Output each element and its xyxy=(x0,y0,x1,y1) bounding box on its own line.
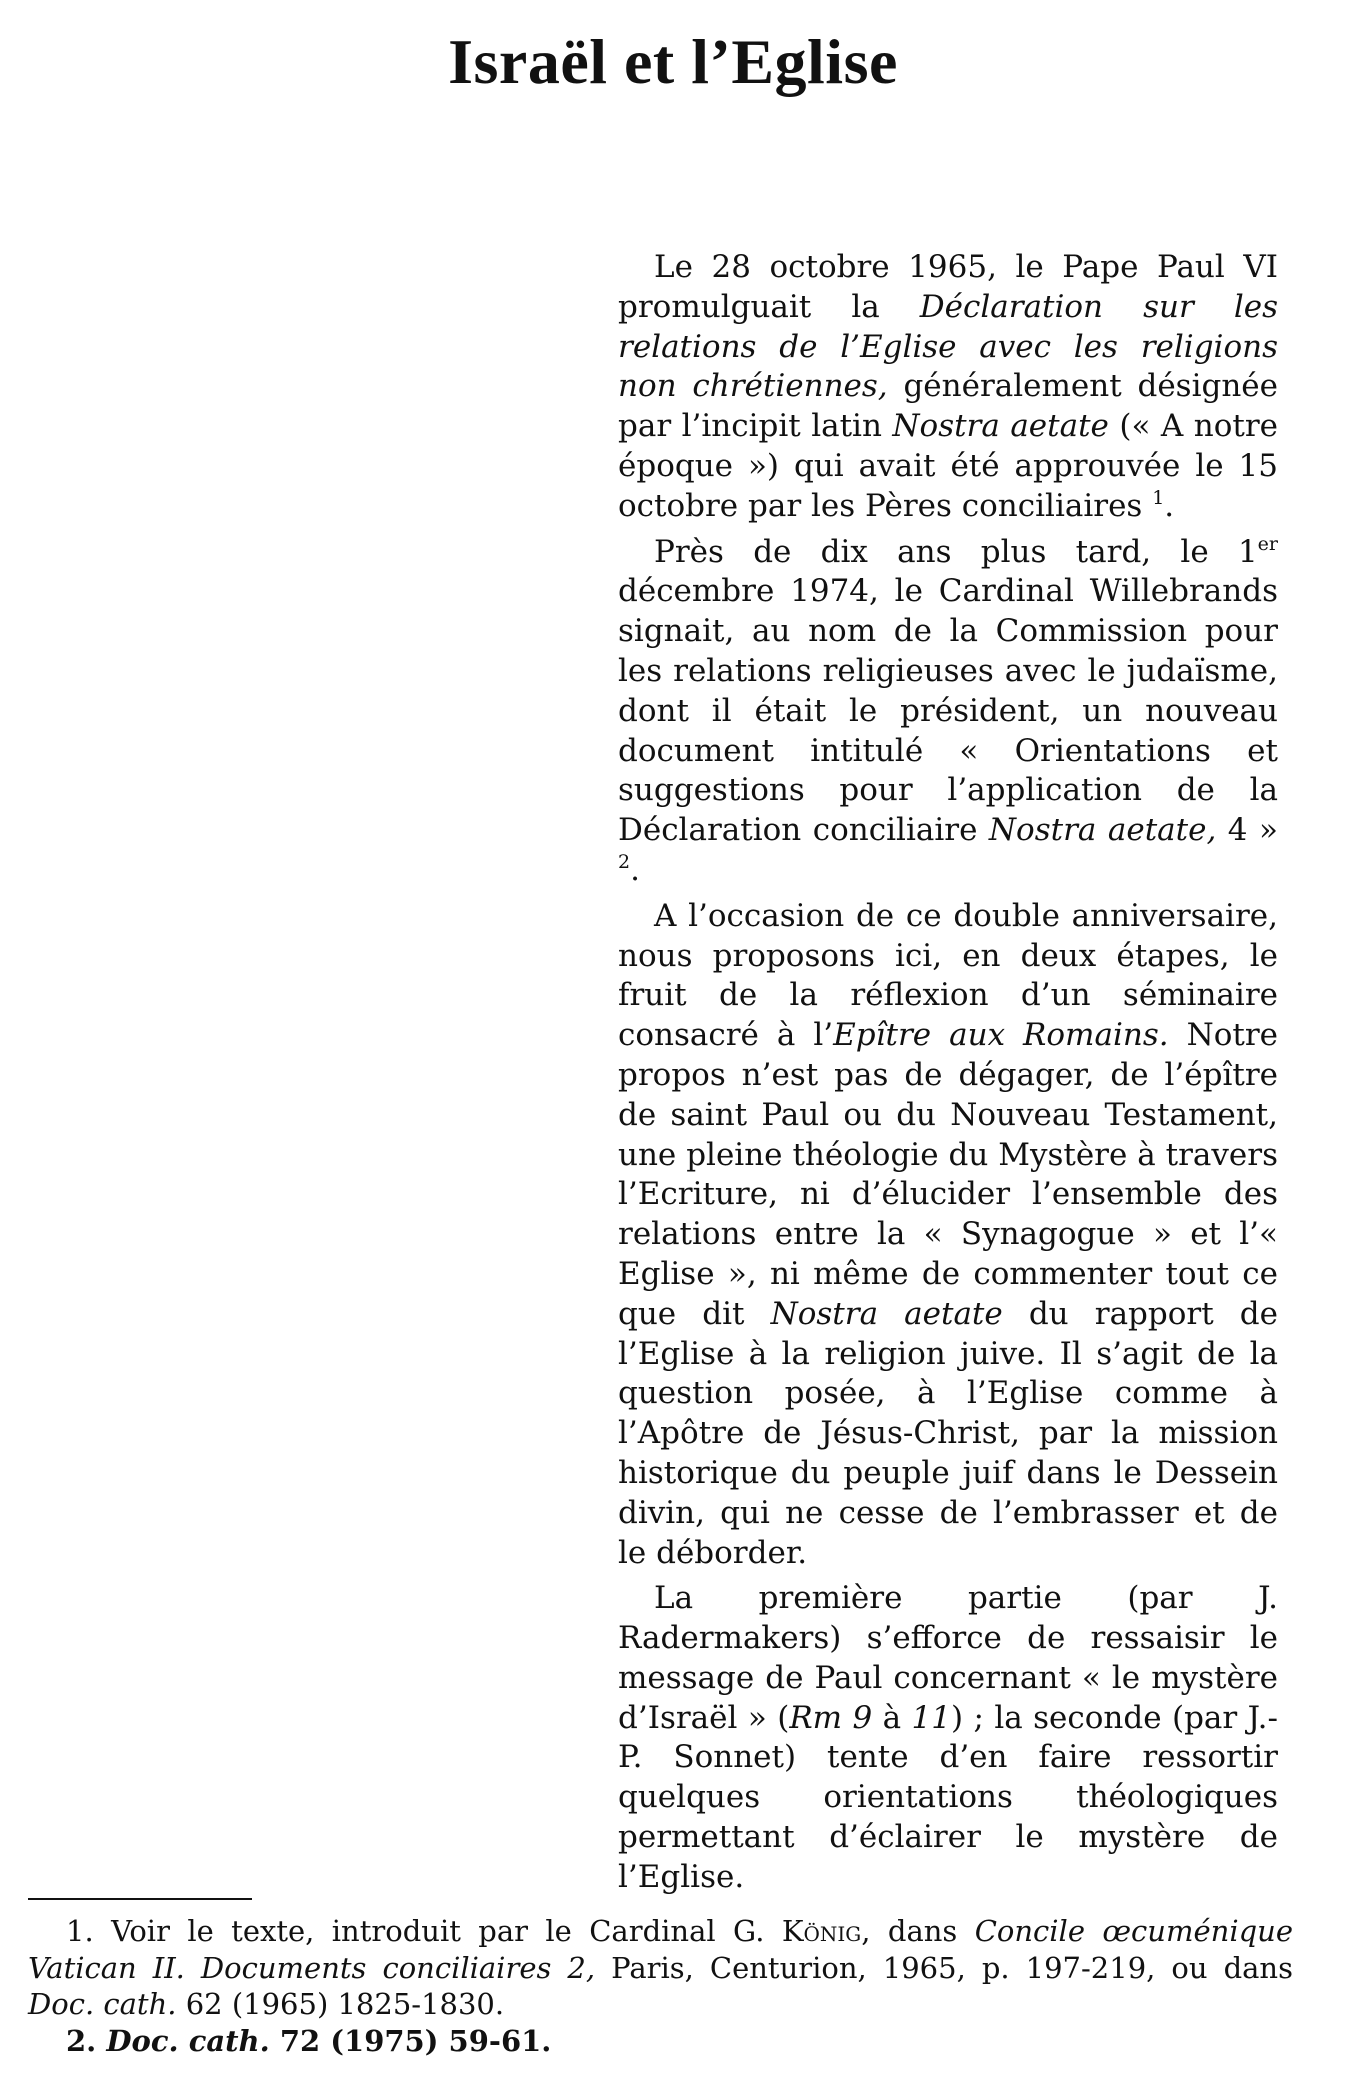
footnotes xyxy=(28,1913,1293,2059)
italic-incipit: Nostra aetate xyxy=(892,408,1109,445)
page-title: Israël et l’Eglise xyxy=(448,26,898,97)
italic-epistle: Epître aux Romains. xyxy=(833,1017,1169,1054)
footnote-divider xyxy=(28,1898,252,1900)
italic-source: Concile œcuménique Vatican II. Documents conciliaires 2, xyxy=(28,1914,1293,1985)
italic-source: Doc. cath. xyxy=(28,1987,177,2021)
italic-incipit: Nostra aetate, xyxy=(988,812,1217,849)
footnote-1: 1. Voir le texte, introduit par le Cardinal G. König, dans Concile œcuménique Vatican II. Documents conciliaires 2, Paris, Centurion, 1965, p. 197-219, ou dans Doc. cath. 62 (1965) 1825-1830. xyxy=(28,1914,1293,2021)
paragraph-2: Près de dix ans plus tard, le 1er décembre 1974, le Cardinal Willebrands signait, au nom de la Commission pour les relations religieuses avec le judaïsme, dont il était le président, un nouveau document intitulé « Orientations et suggestions pour l’application de la Déclaration conciliaire Nostra aetate, 4 » $^2$. xyxy=(618,532,1278,888)
italic-title: Déclaration sur les relations de l’Eglise avec les religions non chrétiennes, xyxy=(618,288,1278,405)
italic-incipit: Nostra aetate xyxy=(770,1295,1003,1332)
paragraph-4: La première partie (par J. Radermakers) s’efforce de ressaisir le message de Paul concernant « le mystère d’Israël » (Rm 9 à 11) ; la seconde (par J.-P. Sonnet) tente d’en faire ressortir quelques orientations théologiques permettant d’éclairer le mystère de l’Eglise. xyxy=(618,1580,1278,1895)
italic-ref: Rm 9 xyxy=(789,1699,873,1736)
footnote-ref-2[interactable]: 2 xyxy=(618,850,631,873)
body-text xyxy=(618,248,1278,1898)
ordinal-suffix: er xyxy=(1257,532,1278,555)
footnote-2: 2. Doc. cath. 72 (1975) 59-61. xyxy=(66,2023,552,2058)
italic-ref: 11 xyxy=(911,1699,951,1736)
paragraph-1: Le 28 octobre 1965, le Pape Paul VI promulguait la Déclaration sur les relations de l’Eglise avec les religions non chrétiennes, généralement désignée par l’incipit latin Nostra aetate (« A notre époque ») qui avait été approuvée le 15 octobre par les Pères conciliaires $^1$. xyxy=(618,249,1279,524)
italic-source: Doc. cath. xyxy=(106,2023,270,2058)
footnote-ref-1[interactable]: 1 xyxy=(1152,486,1165,509)
author-name: König xyxy=(781,1914,862,1948)
paragraph-3: A l’occasion de ce double anniversaire, nous proposons ici, en deux étapes, le fruit de la réflexion d’un séminaire consacré à l’Epître aux Romains. Notre propos n’est pas de dégager, de l’épître de saint Paul ou du Nouveau Testament, une pleine théologie du Mystère à travers l’Ecriture, ni d’élucider l’ensemble des relations entre la « Synagogue » et l’« Eglise », ni même de commenter tout ce que dit Nostra aetate du rapport de l’Eglise à la religion juive. Il s’agit de la question posée, à l’Eglise comme à l’Apôtre de Jésus-Christ, par la mission historique du peuple juif dans le Dessein divin, qui ne cesse de l’embrasser et de le déborder. xyxy=(618,897,1278,1571)
